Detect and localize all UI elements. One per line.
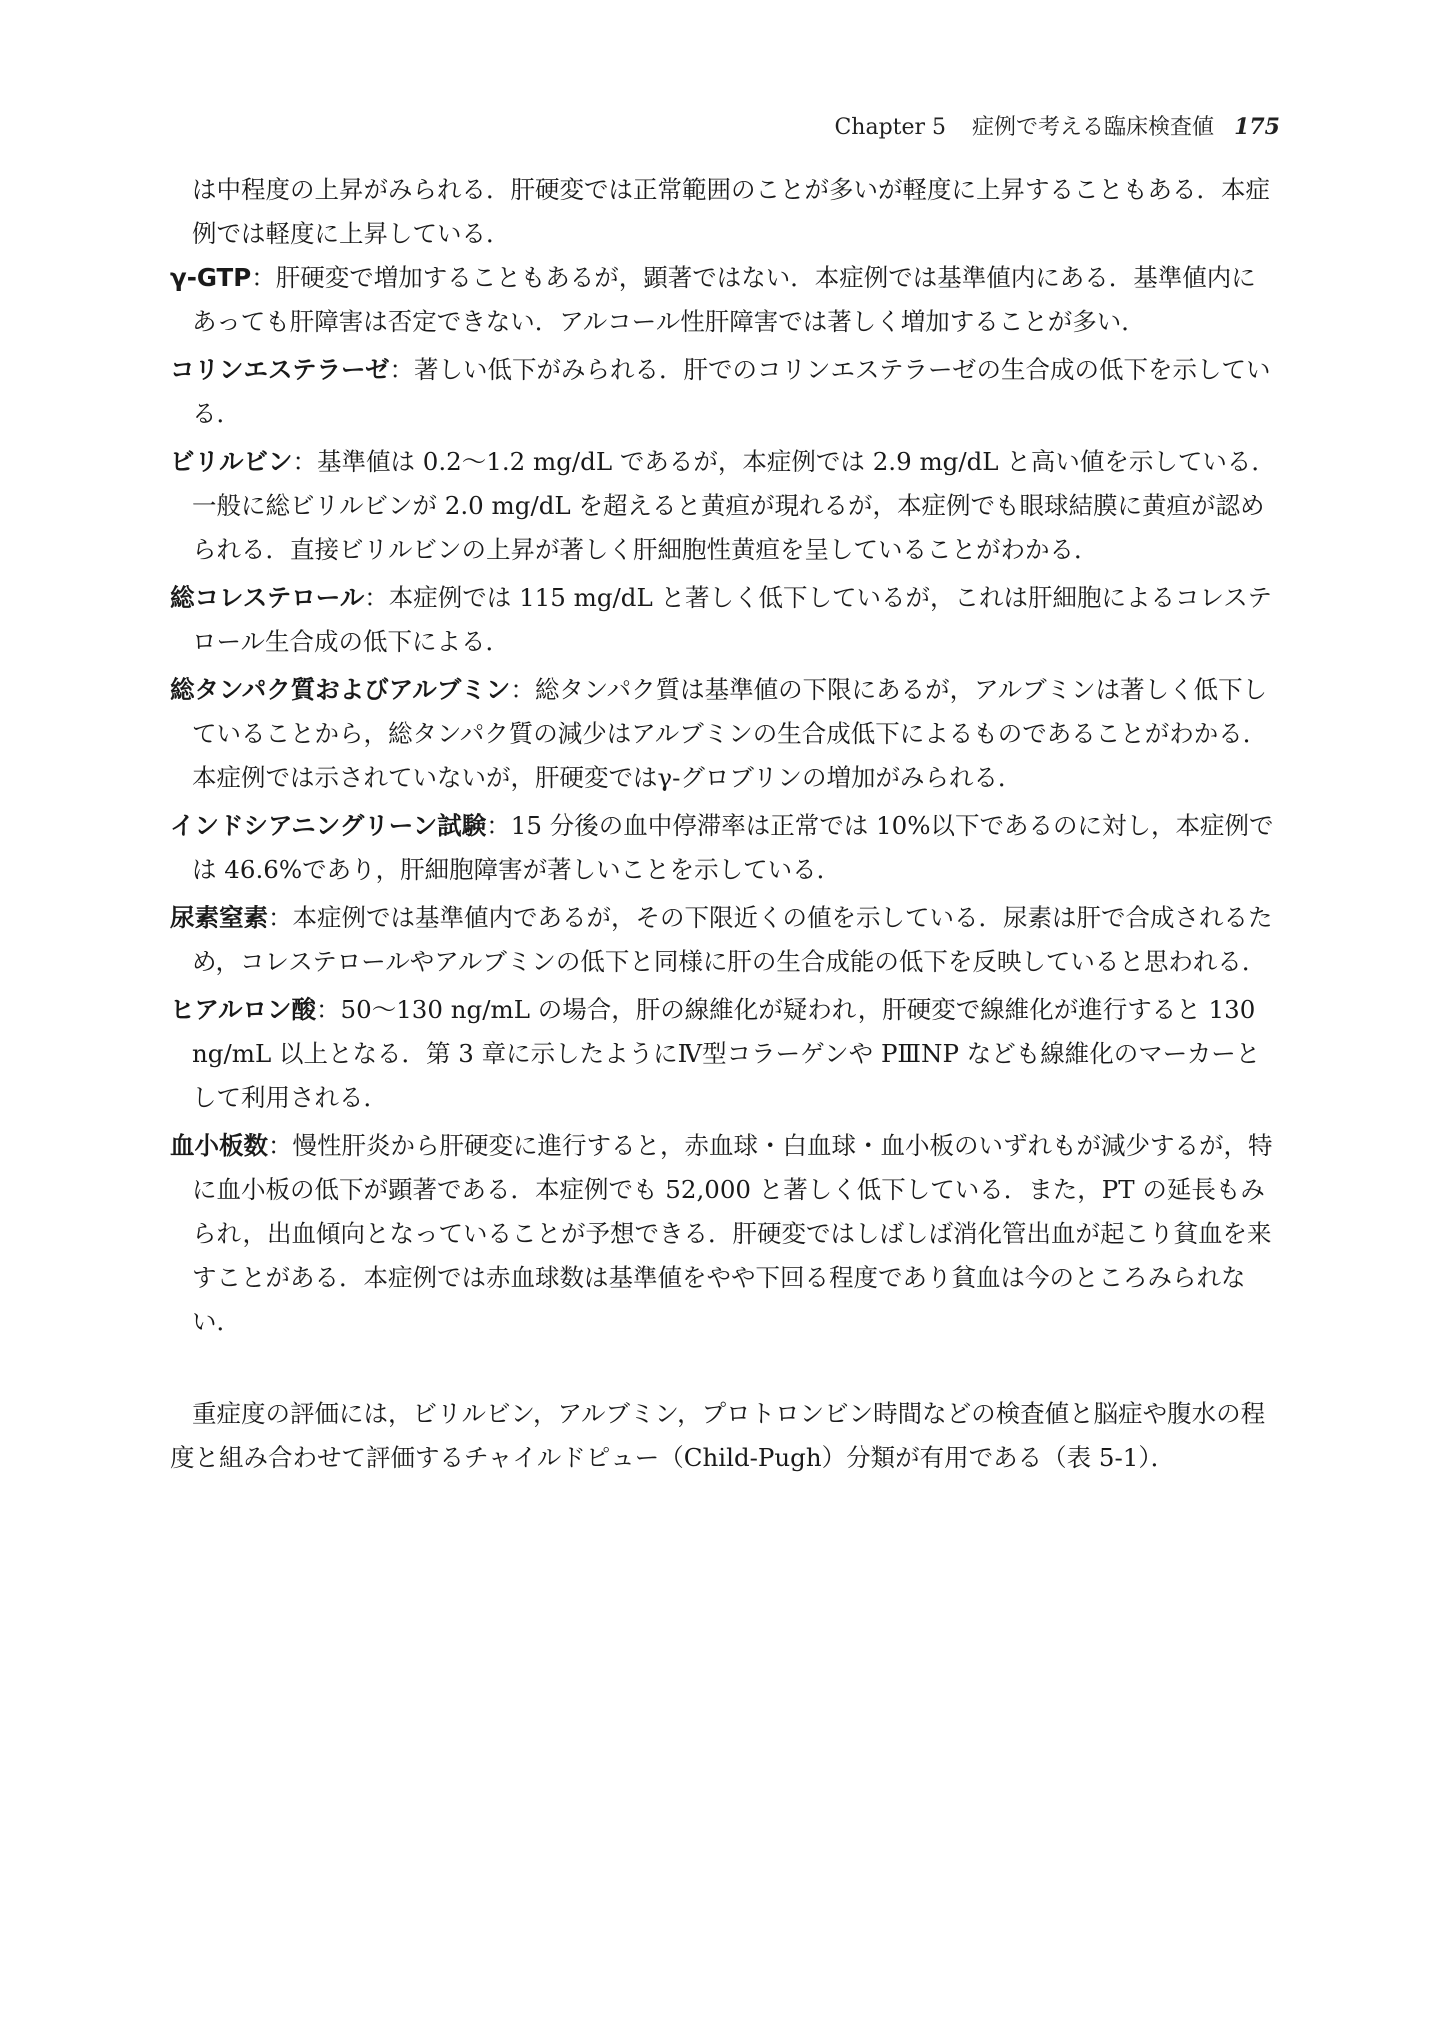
term-separator: ：	[486, 811, 511, 840]
term-separator: ：	[364, 583, 389, 612]
term-description: 肝硬変で増加することもあるが，顕著ではない．本症例では基準値内にある．基準値内にあっても肝障害は否定できない．アルコール性肝障害では著しく増加することが多い．	[192, 263, 1256, 336]
term-heading: 総タンパク質およびアルブミン	[170, 675, 511, 704]
term-separator: ：	[268, 903, 293, 932]
term-heading: 尿素窒素	[170, 903, 268, 932]
term-separator: ：	[268, 1131, 293, 1160]
term-description: 慢性肝炎から肝硬変に進行すると，赤血球・白血球・血小板のいずれもが減少するが，特に血小板の低下が顕著である．本症例でも 52,000 と著しく低下している．また，PT の延長もみられ，出血傾向となっていることが予想できる．肝硬変ではしばしば消化管出血が起こり貧血を来すことがある．本症例では赤血球数は基準値をやや下回る程度であり貧血は今のところみられない．	[192, 1131, 1273, 1336]
term-description: 著しい低下がみられる．肝でのコリンエステラーゼの生合成の低下を示している．	[192, 355, 1271, 428]
term-entry	[170, 896, 1280, 984]
summary-paragraph: 重症度の評価には，ビリルビン，アルブミン，プロトロンビン時間などの検査値と脳症や腹水の程度と組み合わせて評価するチャイルドピュー（Child-Pugh）分類が有用である（表 5-1）．	[170, 1399, 1266, 1472]
body-text	[170, 168, 1280, 1480]
continued-paragraph: は中程度の上昇がみられる．肝硬変では正常範囲のことが多いが軽度に上昇することもある．本症例では軽度に上昇している．	[192, 175, 1270, 248]
term-separator: ：	[251, 263, 276, 292]
term-heading: ビリルビン	[170, 447, 293, 476]
term-entry	[170, 988, 1280, 1120]
term-description: 総タンパク質は基準値の下限にあるが，アルブミンは著しく低下していることから，総タンパク質の減少はアルブミンの生合成低下によるものであることがわかる．本症例では示されていないが，肝硬変ではγ-グロブリンの増加がみられる．	[192, 675, 1268, 792]
term-heading: γ-GTP	[170, 263, 252, 292]
term-separator: ：	[292, 447, 317, 476]
term-entry	[170, 576, 1280, 664]
term-separator: ：	[316, 995, 341, 1024]
term-description: 15 分後の血中停滞率は正常では 10%以下であるのに対し，本症例では 46.6%であり，肝細胞障害が著しいことを示している．	[192, 811, 1274, 884]
term-list	[170, 256, 1280, 1344]
chapter-label: Chapter 5	[834, 115, 947, 140]
term-heading: 総コレステロール	[170, 583, 365, 612]
term-separator: ：	[389, 355, 415, 384]
term-description: 本症例では 115 mg/dL と著しく低下しているが，これは肝細胞によるコレステロール生合成の低下による．	[192, 583, 1272, 656]
term-description: 50〜130 ng/mL の場合，肝の線維化が疑われ，肝硬変で線維化が進行すると 130 ng/mL 以上となる．第 3 章に示したようにⅣ型コラーゲンや PⅢNP なども線維化のマーカーとして利用される．	[192, 995, 1261, 1112]
term-description: 本症例では基準値内であるが，その下限近くの値を示している．尿素は肝で合成されるため，コレステロールやアルブミンの低下と同様に肝の生合成能の低下を反映していると思われる．	[192, 903, 1273, 976]
term-entry	[170, 668, 1280, 800]
term-entry	[170, 256, 1280, 344]
term-entry	[170, 1124, 1280, 1344]
term-separator: ：	[510, 675, 535, 704]
term-entry	[170, 440, 1280, 572]
term-entry	[170, 348, 1280, 436]
term-entry	[170, 804, 1280, 892]
term-heading: ヒアルロン酸	[170, 995, 317, 1024]
term-heading: 血小板数	[170, 1131, 268, 1160]
term-description: 基準値は 0.2〜1.2 mg/dL であるが，本症例では 2.9 mg/dL と高い値を示している．一般に総ビリルビンが 2.0 mg/dL を超えると黄疸が現れるが，本症例でも眼球結膜に黄疸が認められる．直接ビリルビンの上昇が著しく肝細胞性黄疸を呈していることがわかる．	[192, 447, 1276, 564]
running-header	[170, 112, 1280, 143]
chapter-title: 症例で考える臨床検査値	[972, 115, 1215, 140]
page-number: 175	[1234, 114, 1280, 140]
term-heading: コリンエステラーゼ	[170, 355, 390, 384]
term-heading: インドシアニングリーン試験	[170, 811, 487, 840]
